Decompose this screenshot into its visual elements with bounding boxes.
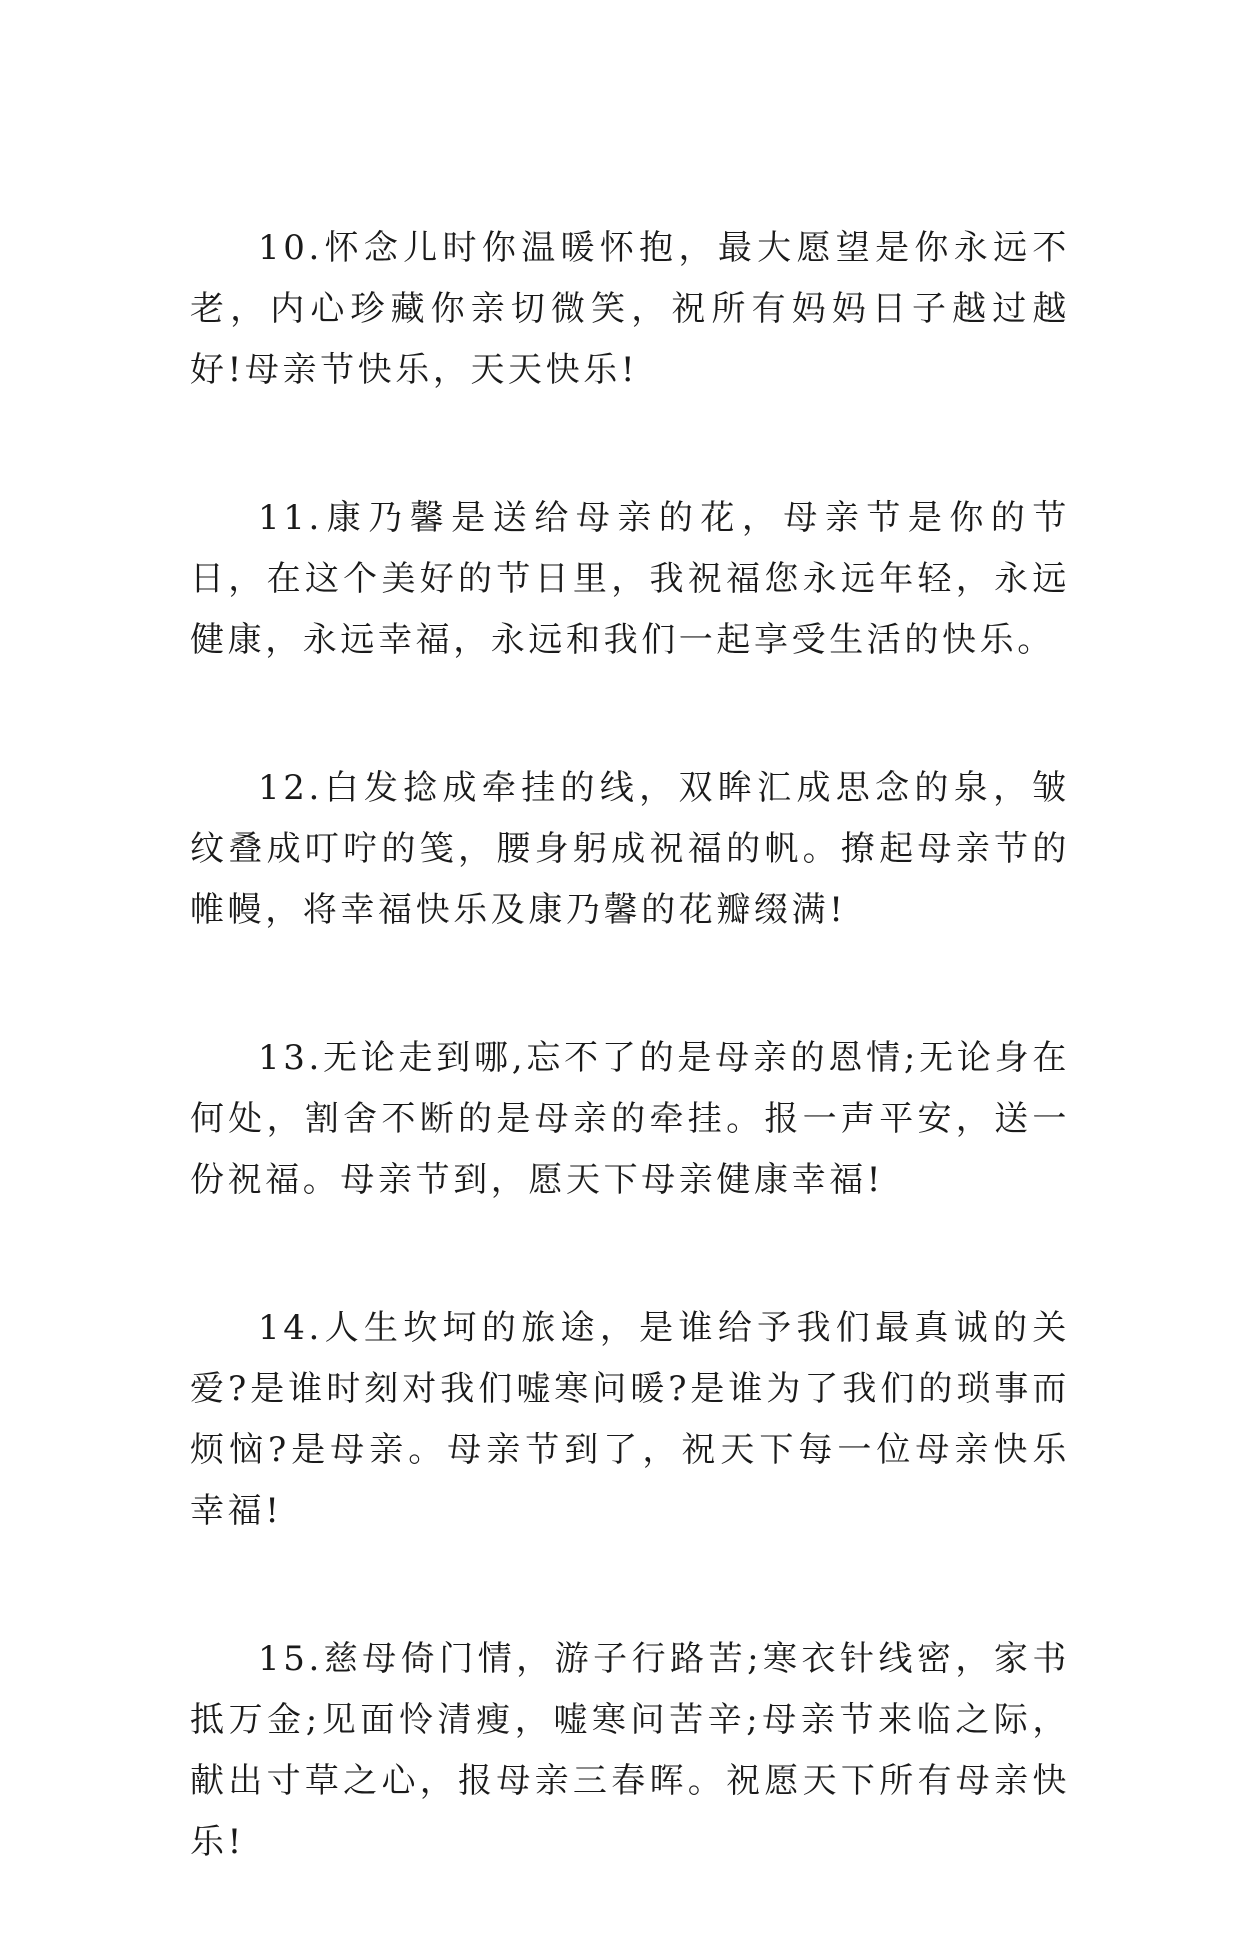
paragraph-13: 13.无论走到哪,忘不了的是母亲的恩情;无论身在何处，割舍不断的是母亲的牵挂。报一声平安，送一份祝福。母亲节到，愿天下母亲健康幸福! [190, 1038, 1070, 1200]
paragraph-15: 15.慈母倚门情，游子行路苦;寒衣针线密，家书抵万金;见面怜清瘦，嘘寒问苦辛;母亲节来临之际，献出寸草之心，报母亲三春晖。祝愿天下所有母亲快乐! [190, 1639, 1070, 1862]
document-body [190, 218, 1070, 1960]
paragraph-12: 12.白发捻成牵挂的线，双眸汇成思念的泉，皱纹叠成叮咛的笺，腰身躬成祝福的帆。撩起母亲节的帷幔，将幸福快乐及康乃馨的花瓣缀满! [190, 768, 1070, 930]
paragraph-10: 10.怀念儿时你温暖怀抱，最大愿望是你永远不老，内心珍藏你亲切微笑，祝所有妈妈日子越过越好!母亲节快乐，天天快乐! [190, 228, 1070, 390]
paragraph-14: 14.人生坎坷的旅途，是谁给予我们最真诚的关爱?是谁时刻对我们嘘寒问暖?是谁为了我们的琐事而烦恼?是母亲。母亲节到了，祝天下每一位母亲快乐幸福! [190, 1308, 1070, 1531]
paragraph-11: 11.康乃馨是送给母亲的花，母亲节是你的节日，在这个美好的节日里，我祝福您永远年轻，永远健康，永远幸福，永远和我们一起享受生活的快乐。 [190, 498, 1070, 660]
